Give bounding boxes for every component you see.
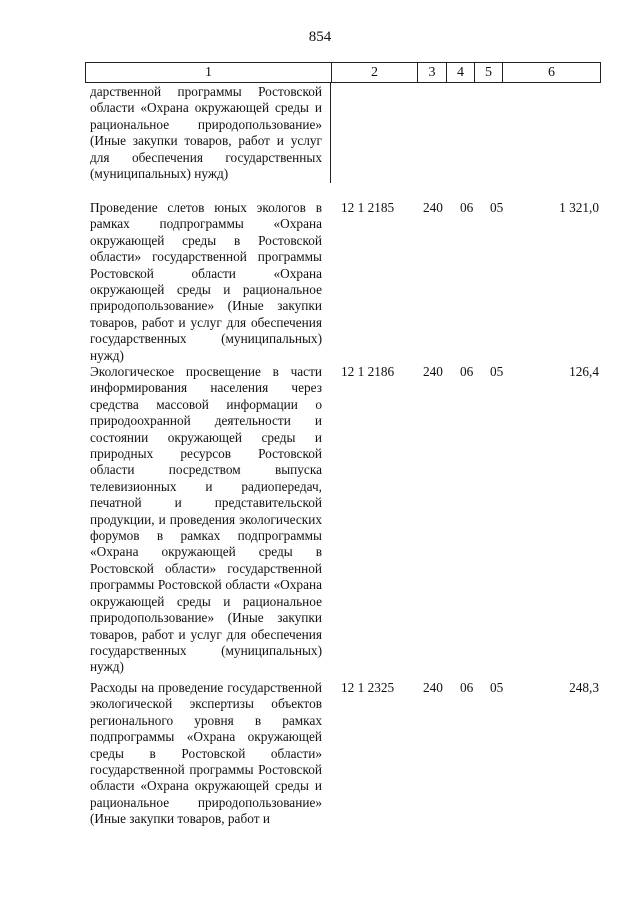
table-header-cell: 3 xyxy=(417,63,446,82)
row-col3: 240 xyxy=(423,364,443,379)
row-description: Расходы на проведение государственной экологической экспертизы объектов регионального уровня в рамках подпрограммы «Охрана окружающей среды в Ростовской области» государственной программы Ростовской области «Охрана окружающей среды и рациональное природопользование» (Иные закупки товаров, работ и xyxy=(90,680,322,827)
row-col4: 06 xyxy=(460,200,474,215)
row-code: 12 1 2185 xyxy=(341,200,395,215)
table-header-cell: 6 xyxy=(502,63,600,82)
row-col3: 240 xyxy=(423,200,443,215)
row-col5: 05 xyxy=(490,364,504,379)
column-divider xyxy=(330,83,331,183)
table-header-row xyxy=(85,62,601,83)
row-code: 12 1 2325 xyxy=(341,680,395,695)
row-value: 126,4 xyxy=(569,364,599,379)
table-header-cell: 4 xyxy=(446,63,474,82)
table-header-cell: 5 xyxy=(474,63,502,82)
row-col4: 06 xyxy=(460,680,474,695)
row-value: 1 321,0 xyxy=(559,200,599,215)
row-description: дарственной программы Ростовской области «Охрана окружающей среды и рациональное природопользование» (Иные закупки товаров, работ и услуг для обеспечения государственных (муниципальных) нужд) xyxy=(90,84,322,182)
row-code: 12 1 2186 xyxy=(341,364,395,379)
table-header-cell: 1 xyxy=(205,64,212,80)
row-col5: 05 xyxy=(490,200,504,215)
row-value: 248,3 xyxy=(569,680,599,695)
row-col4: 06 xyxy=(460,364,474,379)
row-description: Экологическое просвещение в части информирования населения через средства массовой информации о природоохранной деятельности и состоянии окружающей среды и природных ресурсов Ростовской области посредством выпуска телевизионных и радиопередач, печатной и представительской продукции, и проведения экологических форумов в рамках подпрограммы «Охрана окружающей среды в Ростовской области» государственной программы Ростовской области «Охрана окружающей среды и рациональное природопользование» (Иные закупки товаров, работ и услуг для обеспечения государственных (муниципальных) нужд) xyxy=(90,364,322,675)
page-number: 854 xyxy=(308,29,332,45)
row-description: Проведение слетов юных экологов в рамках подпрограммы «Охрана окружающей среды в Ростовской области» государственной программы Ростовской области «Охрана окружающей среды и рациональное природопользование» (Иные закупки товаров, работ и услуг для обеспечения государственных (муниципальных) нужд) xyxy=(90,200,322,363)
table-header-cell: 2 xyxy=(331,63,417,82)
row-col5: 05 xyxy=(490,680,504,695)
row-col3: 240 xyxy=(423,680,443,695)
